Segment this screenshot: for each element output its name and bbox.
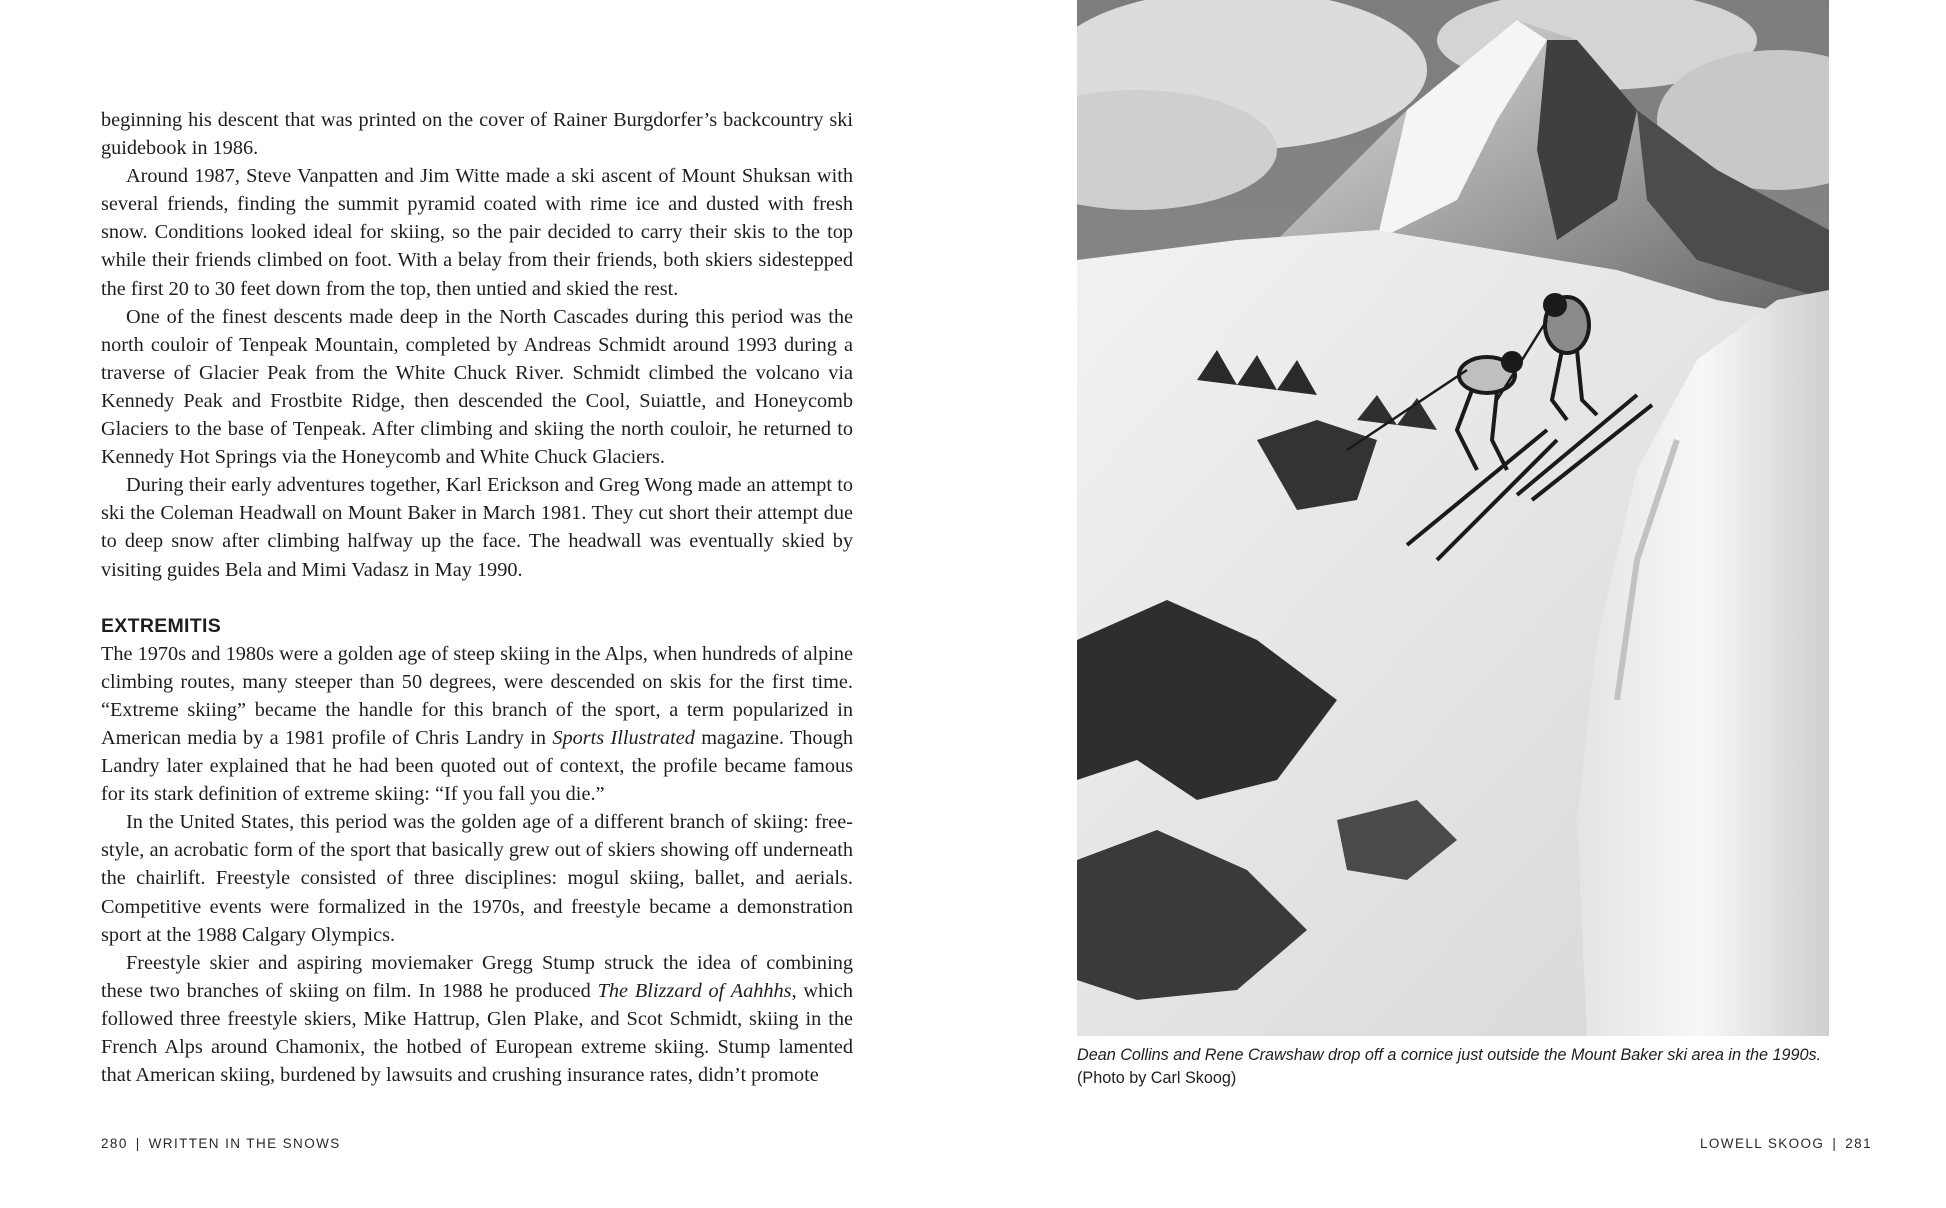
body-paragraph xyxy=(101,162,853,302)
body-paragraph xyxy=(101,106,853,162)
italic-title-text: Sports Illustrated xyxy=(552,726,695,749)
caption-credit: (Photo by Carl Skoog) xyxy=(1077,1068,1237,1087)
photo-illustration xyxy=(1077,0,1829,1036)
photo-skiers-mount-baker xyxy=(1077,0,1829,1036)
folio-separator: | xyxy=(135,1136,141,1151)
paragraph-text: Freestyle skier and aspiring moviemaker Gregg Stump struck the idea of combining these two branches of skiing on film. In 1988 he produced xyxy=(101,951,853,1002)
body-paragraph xyxy=(101,949,853,1089)
paragraph-text: , which followed three freestyle skiers, Mike Hattrup, Glen Plake, and Scot Schmidt, skiing in the French Alps around Chamonix, the hotbed of European extreme skiing. Stump lamented that American skiing, burdened by lawsuits and crushing insurance rates, didn’t promote xyxy=(101,979,853,1087)
right-folio xyxy=(1700,1136,1872,1151)
paragraph-text: In the United States, this period was the golden age of a different branch of skiing: freestyle, an acrobatic form of the sport that basically grew out of skiers showing off underneath the chairlift. Freestyle consisted of three disciplines: mogul skiing, ballet, and aerials. Competitive events were formalized in the 1970s, and freestyle became a demonstration sport at the 1988 Calgary Olympics. xyxy=(101,811,853,946)
body-paragraph xyxy=(101,471,853,583)
running-head-author: LOWELL SKOOG xyxy=(1700,1136,1825,1151)
running-head-book-title: WRITTEN IN THE SNOWS xyxy=(148,1136,341,1151)
photo-caption xyxy=(1077,1044,1829,1089)
paragraph-text: One of the finest descents made deep in the North Cascades during this period was the north couloir of Tenpeak Mountain, completed by Andreas Schmidt around 1993 during a traverse of Glacier Peak from the White Chuck River. Schmidt climbed the volcano via Kennedy Peak and Frostbite Ridge, then descended the Cool, Suiattle, and Honeycomb Glaciers to the base of Tenpeak. After climbing and skiing the north couloir, he returned to Kennedy Hot Springs via the Honeycomb and White Chuck Glaciers. xyxy=(101,305,853,469)
paragraph-text: magazine. Though Landry later explained that he had been quoted out of context, the profile became famous for its stark definition of extreme skiing: “If you fall you die.” xyxy=(101,726,853,806)
caption-description: Dean Collins and Rene Crawshaw drop off a cornice just outside the Mount Baker ski area in the 1990s. xyxy=(1077,1046,1822,1064)
page-number-left: 280 xyxy=(101,1136,128,1151)
body-paragraph xyxy=(101,303,853,472)
body-text-column xyxy=(101,106,853,1089)
paragraph-text: Around 1987, Steve Vanpatten and Jim Witte made a ski ascent of Mount Shuksan with several friends, finding the summit pyramid coated with rime ice and dusted with fresh snow. Conditions looked ideal for skiing, so the pair decided to carry their skis to the top while their friends climbed on foot. With a belay from their friends, both skiers sidestepped the first 20 to 30 feet down from the top, then untied and skied the rest. xyxy=(101,165,853,300)
folio-separator: | xyxy=(1832,1136,1838,1151)
left-folio xyxy=(101,1136,341,1151)
page-number-right: 281 xyxy=(1845,1136,1872,1151)
section-heading: EXTREMITIS xyxy=(101,614,222,637)
paragraph-text: During their early adventures together, Karl Erickson and Greg Wong made an attempt to ski the Coleman Headwall on Mount Baker in March 1981. They cut short their attempt due to deep snow after climbing halfway up the face. The headwall was eventually skied by visiting guides Bela and Mimi Vadasz in May 1990. xyxy=(101,474,853,581)
body-paragraph xyxy=(101,640,853,809)
body-paragraph xyxy=(101,808,853,948)
paragraphs-before-heading xyxy=(101,106,853,584)
paragraph-text: The 1970s and 1980s were a golden age of steep skiing in the Alps, when hundreds of alpine climbing routes, many steeper than 50 degrees, were descended on skis for the first time. “Extreme skiing” became the handle for this branch of the sport, a term popularized in American media by a 1981 profile of Chris Landry in xyxy=(101,642,853,749)
right-page xyxy=(973,0,1946,1208)
paragraph-text: beginning his descent that was printed on the cover of Rainer Burgdorfer’s backcountry ski guidebook in 1986. xyxy=(101,109,853,160)
italic-title-text: The Blizzard of Aahhhs xyxy=(597,979,792,1002)
paragraphs-after-heading xyxy=(101,640,853,1090)
